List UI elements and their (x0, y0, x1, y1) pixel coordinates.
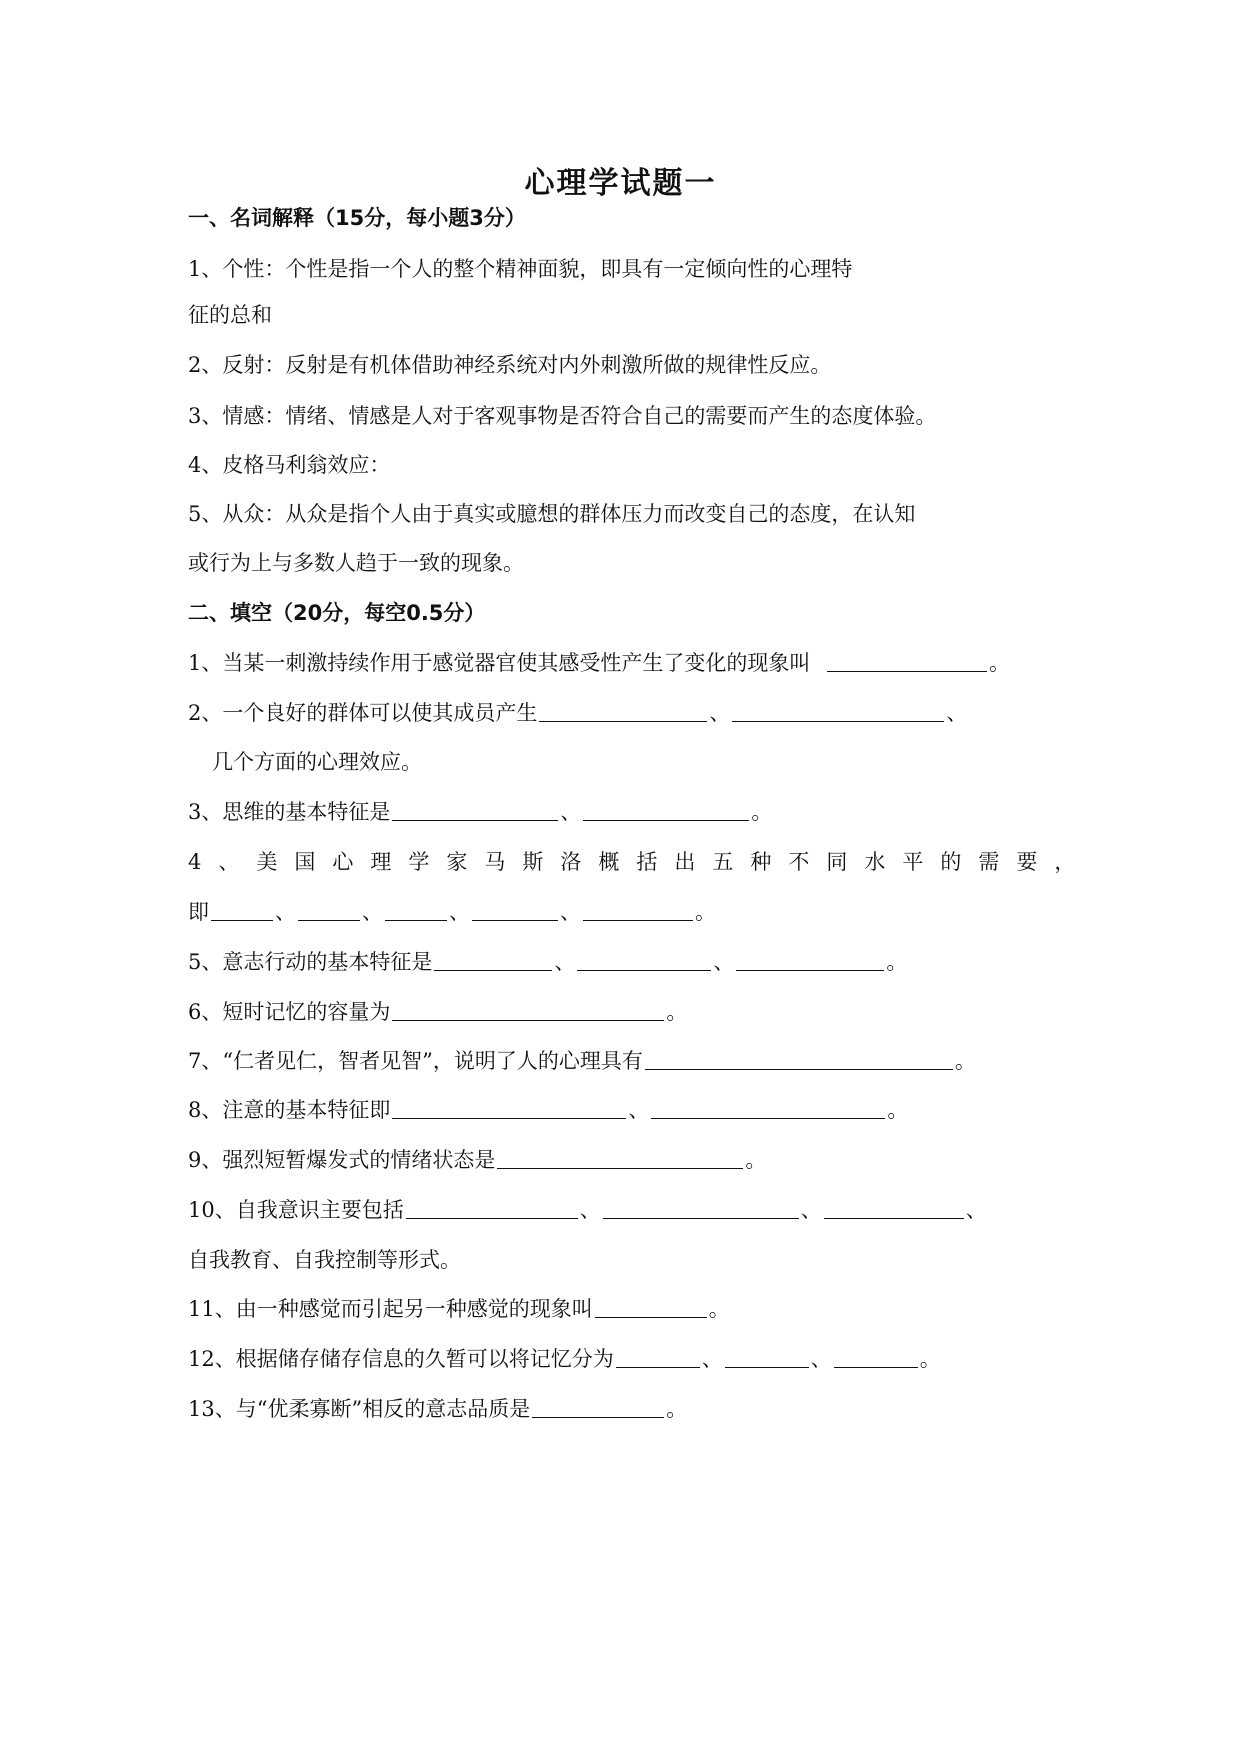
s2-q6-blank-1[interactable] (392, 998, 664, 1021)
s2-q3-text: 3、思维的基本特征是 (188, 800, 391, 824)
section1-heading: 一、名词解释（15分，每小题3分） (188, 206, 526, 230)
s2-q1-text: 1、当某一刺激持续作用于感觉器官使其感受性产生了变化的现象叫 (188, 651, 811, 675)
punct-dunhao: 、 (701, 1347, 723, 1371)
s2-q8-blank-1[interactable] (392, 1096, 626, 1119)
s2-q10-text: 10、自我意识主要包括 (188, 1198, 404, 1222)
punct-dunhao: 、 (554, 950, 576, 974)
s2-q4-blank-3[interactable] (385, 898, 447, 921)
punct-dunhao: 、 (713, 950, 735, 974)
punct-period: 。 (886, 950, 908, 974)
punct-period: 。 (751, 800, 773, 824)
punct-dunhao: 、 (275, 900, 296, 924)
s2-q4-blank-4[interactable] (472, 898, 558, 921)
s2-q12-blank-3[interactable] (834, 1345, 918, 1368)
s2-q10 (188, 1195, 987, 1225)
punct-period: 。 (666, 1000, 688, 1024)
punct-period: 。 (666, 1397, 688, 1421)
s2-q13-text: 13、与“优柔寡断”相反的意志品质是 (188, 1397, 531, 1421)
s2-q11 (188, 1294, 730, 1324)
s2-q13 (188, 1394, 687, 1424)
s2-q5-blank-3[interactable] (736, 948, 884, 971)
s2-q4-line2 (188, 897, 716, 927)
punct-dunhao: 、 (628, 1098, 650, 1122)
punct-dunhao: 、 (449, 900, 470, 924)
s1-q5-line2: 或行为上与多数人趋于一致的现象。 (188, 551, 524, 575)
s2-q8-text: 8、注意的基本特征即 (188, 1098, 391, 1122)
s2-q11-blank-1[interactable] (595, 1295, 707, 1318)
punct-period: 。 (954, 1049, 976, 1073)
s2-q1 (188, 648, 1010, 678)
s2-q12 (188, 1344, 941, 1374)
s1-q2: 2、反射：反射是有机体借助神经系统对内外刺激所做的规律性反应。 (188, 353, 832, 377)
s2-q10-blank-2[interactable] (603, 1196, 799, 1219)
punct-period: 。 (695, 900, 716, 924)
s2-q2 (188, 698, 967, 728)
s2-q5 (188, 947, 907, 977)
s2-q12-blank-1[interactable] (616, 1345, 700, 1368)
s2-q3 (188, 797, 772, 827)
punct-period: 。 (708, 1297, 730, 1321)
s2-q8 (188, 1095, 908, 1125)
punct-dunhao: 、 (362, 900, 383, 924)
s2-q7-text: 7、“仁者见仁，智者见智”，说明了人的心理具有 (188, 1049, 643, 1073)
s2-q5-blank-2[interactable] (577, 948, 711, 971)
s2-q5-blank-1[interactable] (434, 948, 552, 971)
s2-q2-line2: 几个方面的心理效应。 (212, 750, 422, 774)
s2-q10-blank-3[interactable] (824, 1196, 964, 1219)
section2-heading: 二、填空（20分，每空0.5分） (188, 601, 486, 625)
punct-dunhao: 、 (560, 900, 581, 924)
punct-dunhao: 、 (946, 701, 968, 725)
s2-q8-blank-2[interactable] (651, 1096, 885, 1119)
s2-q2-blank-1[interactable] (539, 699, 707, 722)
page-title: 心理学试题一 (524, 166, 717, 201)
s2-q7 (188, 1046, 976, 1076)
punct-period: 。 (887, 1098, 909, 1122)
s1-q3: 3、情感：情绪、情感是人对于客观事物是否符合自己的需要而产生的态度体验。 (188, 404, 937, 428)
s2-q2-blank-2[interactable] (732, 699, 944, 722)
s2-q10-blank-1[interactable] (406, 1196, 578, 1219)
s1-q4: 4、皮格马利翁效应： (188, 453, 391, 477)
s2-q12-text: 12、根据储存储存信息的久暂可以将记忆分为 (188, 1347, 614, 1371)
punct-dunhao: 、 (800, 1198, 822, 1222)
s2-q9 (188, 1145, 766, 1175)
punct-dunhao: 、 (965, 1198, 987, 1222)
punct-dunhao: 、 (810, 1347, 832, 1371)
punct-dunhao: 、 (560, 800, 582, 824)
punct-period: 。 (919, 1347, 941, 1371)
s2-q12-blank-2[interactable] (725, 1345, 809, 1368)
s2-q3-blank-1[interactable] (392, 798, 558, 821)
punct-period: 。 (745, 1148, 767, 1172)
s2-q4-blank-1[interactable] (211, 898, 273, 921)
s2-q4-blank-5[interactable] (583, 898, 693, 921)
s2-q10-line2: 自我教育、自我控制等形式。 (188, 1248, 461, 1272)
s1-q1-line1: 1、个性：个性是指一个人的整个精神面貌，即具有一定倾向性的心理特 (188, 257, 853, 281)
s2-q4-line1: 4、美国心理学家马斯洛概括出五种不同水平的需要， (188, 850, 1093, 874)
s2-q1-blank-1[interactable] (827, 649, 987, 672)
punct-dunhao: 、 (709, 701, 731, 725)
s2-q9-text: 9、强烈短暂爆发式的情绪状态是 (188, 1148, 496, 1172)
punct-dunhao: 、 (579, 1198, 601, 1222)
s2-q5-text: 5、意志行动的基本特征是 (188, 950, 433, 974)
s2-q4-blank-2[interactable] (298, 898, 360, 921)
punct-period: 。 (989, 651, 1011, 675)
s2-q7-blank-1[interactable] (645, 1047, 953, 1070)
s2-q6-text: 6、短时记忆的容量为 (188, 1000, 391, 1024)
s2-q9-blank-1[interactable] (497, 1146, 743, 1169)
s1-q1-line2: 征的总和 (188, 303, 272, 327)
s2-q3-blank-2[interactable] (583, 798, 749, 821)
s2-q6 (188, 997, 687, 1027)
s2-q13-blank-1[interactable] (532, 1395, 664, 1418)
s2-q2-text: 2、一个良好的群体可以使其成员产生 (188, 701, 538, 725)
s1-q5-line1: 5、从众：从众是指个人由于真实或臆想的群体压力而改变自己的态度，在认知 (188, 502, 916, 526)
s2-q11-text: 11、由一种感觉而引起另一种感觉的现象叫 (188, 1297, 593, 1321)
s2-q4-prefix: 即 (188, 900, 209, 924)
